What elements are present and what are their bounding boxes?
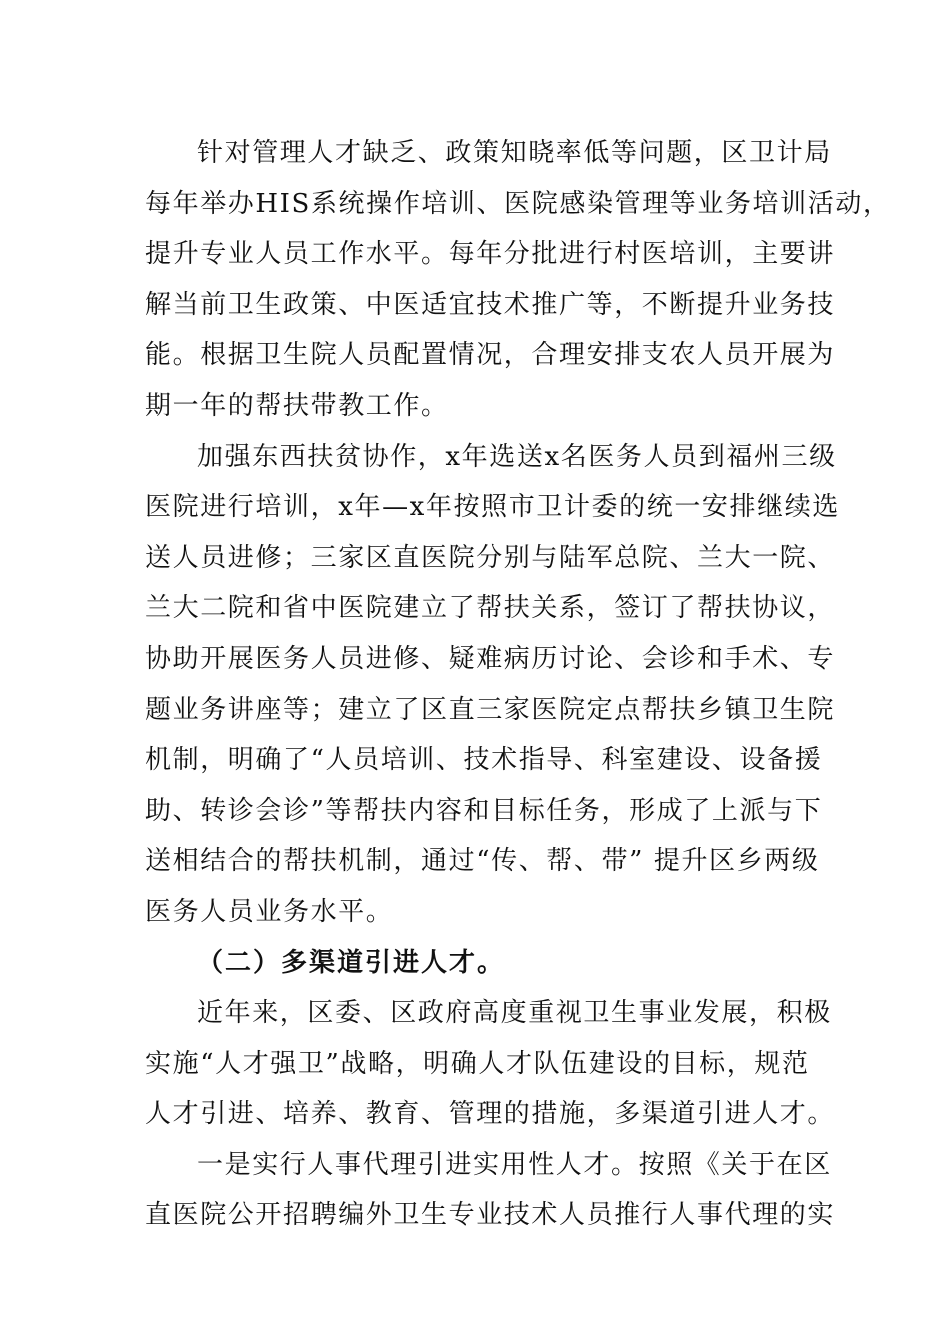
text-line: 兰大二院和省中医院建立了帮扶关系，签订了帮扶协议，	[145, 593, 836, 624]
text-line: 医务人员业务水平。	[145, 896, 394, 927]
text-line: 题业务讲座等；建立了区直三家医院定点帮扶乡镇卫生院	[145, 694, 836, 725]
text-line: 一是实行人事代理引进实用性人才。按照《关于在区	[197, 1149, 832, 1180]
text-line: 机制，明确了“人员培训、技术指导、科室建设、设备援	[145, 745, 823, 776]
section-heading-text: （二）多渠道引进人才。	[197, 947, 506, 978]
paragraph-personnel-agency	[145, 1140, 836, 1241]
text-line: 能。根据卫生院人员配置情况，合理安排支农人员开展为	[145, 340, 836, 371]
paragraph-training	[145, 128, 891, 432]
text-line: 送人员进修；三家区直医院分别与陆军总院、兰大一院、	[145, 542, 836, 573]
text-line: 助、转诊会诊”等帮扶内容和目标任务，形成了上派与下	[145, 795, 823, 826]
text-line: 医院进行培训，x年—x年按照市卫计委的统一安排继续选	[145, 492, 840, 523]
text-line: 人才引进、培养、教育、管理的措施，多渠道引进人才。	[145, 1099, 836, 1130]
text-line: 期一年的帮扶带教工作。	[145, 390, 449, 421]
text-line: 协助开展医务人员进修、疑难病历讨论、会诊和手术、专	[145, 643, 836, 674]
section-heading	[145, 938, 815, 989]
text-line: 针对管理人才缺乏、政策知晓率低等问题，区卫计局	[197, 138, 832, 168]
document-body	[145, 128, 891, 1241]
text-line: 实施“人才强卫”战略，明确人才队伍建设的目标，规范	[145, 1048, 810, 1079]
text-line: 加强东西扶贫协作，x年选送x名医务人员到福州三级	[197, 441, 837, 472]
text-line: 每年举办HIS系统操作培训、医院感染管理等业务培训活动，	[145, 188, 891, 219]
text-line: 直医院公开招聘编外卫生专业技术人员推行人事代理的实	[145, 1200, 836, 1231]
paragraph-east-west-cooperation	[145, 432, 840, 938]
text-line: 近年来，区委、区政府高度重视卫生事业发展，积极	[197, 998, 832, 1029]
text-line: 解当前卫生政策、中医适宜技术推广等，不断提升业务技	[145, 289, 836, 320]
text-line: 提升专业人员工作水平。每年分批进行村医培训，主要讲	[145, 239, 836, 270]
paragraph-talent-strategy	[145, 988, 836, 1140]
text-line: 送相结合的帮扶机制，通过“传、帮、带” 提升区乡两级	[145, 846, 820, 877]
